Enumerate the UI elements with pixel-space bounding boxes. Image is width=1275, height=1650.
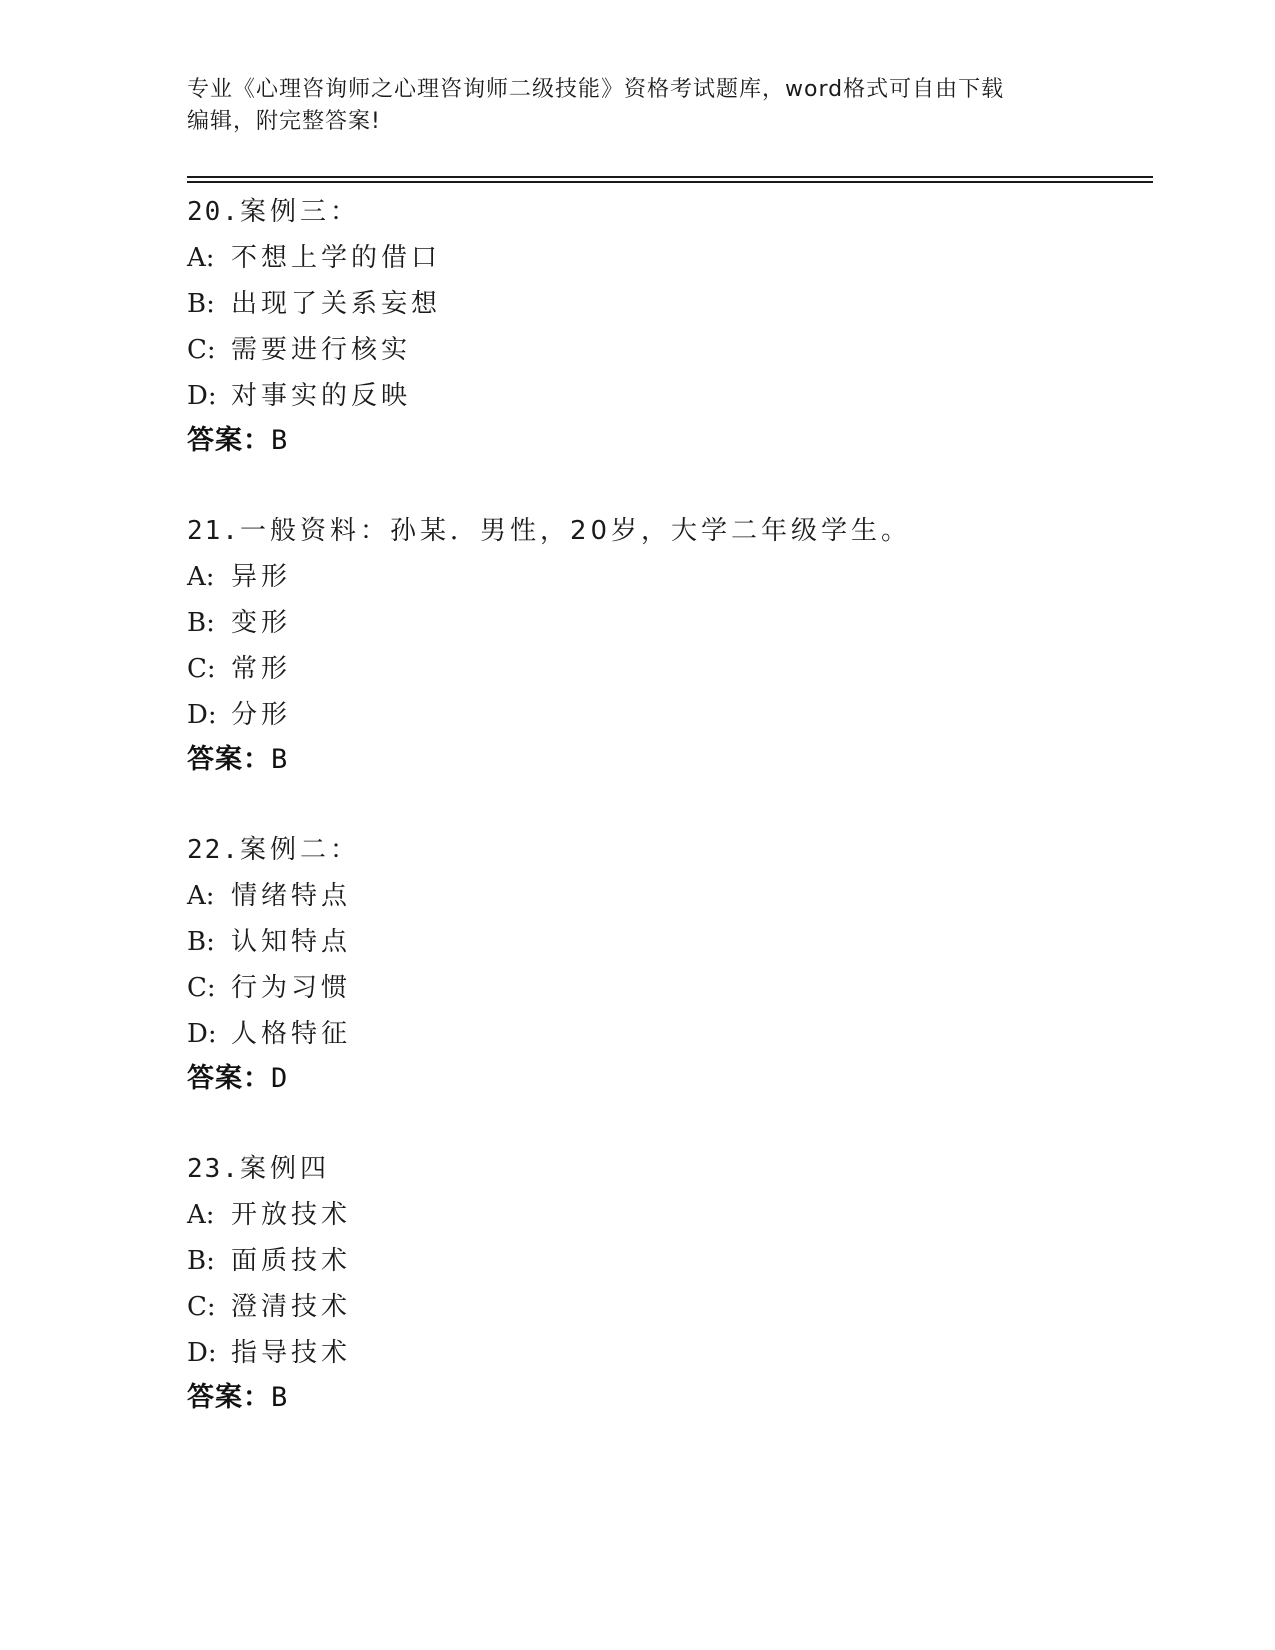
option-letter: C: [187,973,216,1003]
option-text: 情绪特点 [231,881,352,911]
option-letter: D: [187,700,217,730]
option-letter: C: [187,335,216,365]
answer-label: 答案： [187,1063,271,1094]
option-letter: C: [187,1292,216,1322]
option-a [187,873,1147,919]
option-letter: B: [187,608,215,638]
question-number: 22. [187,835,240,865]
option-letter: B: [187,927,215,957]
option-letter: B: [187,289,215,319]
option-text: 分形 [231,700,292,730]
question-stem [187,1146,1147,1192]
option-text: 开放技术 [231,1200,352,1230]
option-text: 认知特点 [231,927,352,957]
option-text: 不想上学的借口 [231,243,442,273]
answer-value: B [271,1382,289,1413]
answer-label: 答案： [187,425,271,456]
answer-value: B [271,744,289,775]
question-list [187,189,1147,1420]
option-letter: D: [187,1338,217,1368]
option-a [187,1192,1147,1238]
option-text: 异形 [231,562,292,592]
option-d [187,1330,1147,1376]
answer-value: B [271,425,289,456]
option-text: 面质技术 [231,1246,352,1276]
option-letter: A: [187,562,215,592]
option-text: 指导技术 [231,1338,352,1368]
option-text: 变形 [231,608,292,638]
option-text: 人格特征 [231,1019,352,1049]
question-stem [187,189,1147,235]
option-letter: C: [187,654,216,684]
question-23 [187,1146,1147,1420]
option-d [187,1011,1147,1057]
option-letter: A: [187,243,215,273]
question-stem [187,508,1147,554]
answer-line [187,419,1147,463]
answer-line [187,1057,1147,1101]
option-d [187,373,1147,419]
option-b [187,919,1147,965]
answer-label: 答案： [187,1382,271,1413]
answer-value: D [271,1063,289,1094]
question-stem [187,827,1147,873]
option-c [187,646,1147,692]
header-divider-bottom [187,181,1153,183]
header-divider-top [187,176,1153,178]
option-a [187,554,1147,600]
option-c [187,327,1147,373]
option-d [187,692,1147,738]
question-22 [187,827,1147,1101]
document-header [187,74,1087,138]
option-a [187,235,1147,281]
option-text: 对事实的反映 [231,381,412,411]
option-text: 出现了关系妄想 [231,289,442,319]
option-b [187,600,1147,646]
header-line-1: 专业《心理咨询师之心理咨询师二级技能》资格考试题库，word格式可自由下载 [187,77,1005,102]
question-text: 案例三： [239,197,360,227]
question-number: 23. [187,1154,240,1184]
question-20 [187,189,1147,463]
option-letter: D: [187,1019,217,1049]
option-letter: A: [187,881,215,911]
option-c [187,965,1147,1011]
option-c [187,1284,1147,1330]
header-line-2: 编辑，附完整答案! [187,109,381,134]
option-letter: A: [187,1200,215,1230]
option-letter: B: [187,1246,215,1276]
answer-line [187,1376,1147,1420]
answer-label: 答案： [187,744,271,775]
option-text: 澄清技术 [231,1292,352,1322]
option-b [187,281,1147,327]
question-21 [187,508,1147,782]
option-text: 行为习惯 [231,973,352,1003]
option-letter: D: [187,381,217,411]
question-number: 21. [187,516,240,546]
question-text: 一般资料：孙某．男性，20岁，大学二年级学生。 [239,516,912,546]
option-text: 需要进行核实 [231,335,412,365]
answer-line [187,738,1147,782]
option-b [187,1238,1147,1284]
option-text: 常形 [231,654,292,684]
question-text: 案例四 [239,1154,330,1184]
question-text: 案例二： [239,835,360,865]
question-number: 20. [187,197,240,227]
